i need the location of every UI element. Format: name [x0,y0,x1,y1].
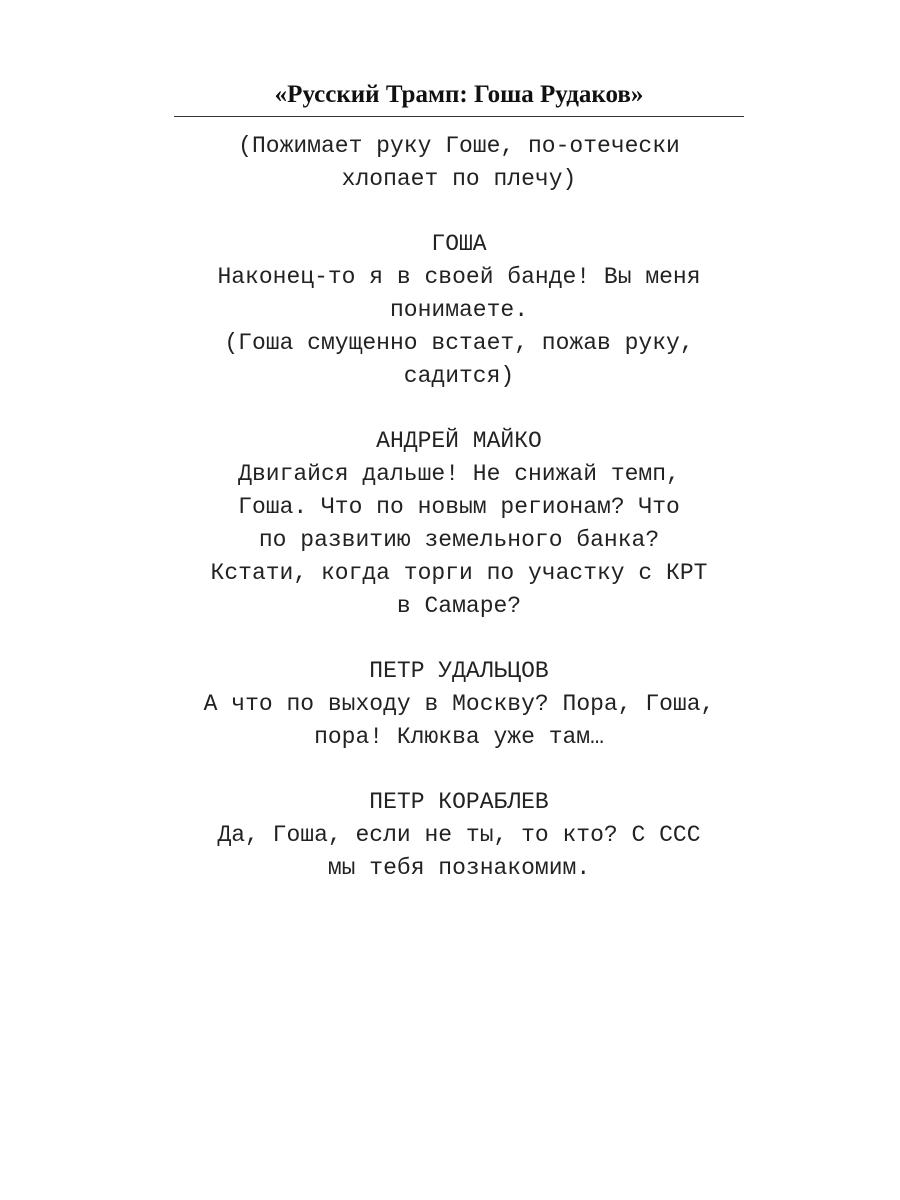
dialogue-line: Гоша. Что по новым регионам? Что [238,494,680,520]
dialogue-line: в Самаре? [396,593,522,619]
header-divider [174,116,744,117]
dialogue-block [150,228,768,393]
speaker-name: АНДРЕЙ МАЙКО [376,428,542,454]
dialogue-line: пора! Клюква уже там… [314,724,604,750]
speaker-name: ПЕТР УДАЛЬЦОВ [369,658,549,684]
speaker-name: ГОША [431,231,487,257]
stage-direction-line: садится) [403,363,515,389]
dialogue-line: Кстати, когда торги по участку с КРТ [210,560,708,586]
dialogue-line: по развитию земельного банка? [258,527,660,553]
dialogue-line: Наконец-то я в своей банде! Вы меня [217,264,701,290]
block-spacer [150,393,768,425]
block-spacer [150,623,768,655]
dialogue-line: Да, Гоша, если не ты, то кто? С ССС [217,822,701,848]
running-header-title: «Русский Трамп: Гоша Рудаков» [274,81,644,108]
block-spacer [150,754,768,786]
dialogue-block [150,655,768,754]
dialogue-line: мы тебя познакомим. [327,855,591,881]
dialogue-line: понимаете. [389,297,529,323]
dialogue-line: А что по выходу в Москву? Пора, Гоша, [203,691,715,717]
dialogue-block [150,425,768,623]
stage-direction-line: (Гоша смущенно встает, пожав руку, [224,330,694,356]
block-spacer [150,196,768,228]
direction-line: хлопает по плечу) [341,166,577,192]
dialogue-line: Двигайся дальше! Не снижай темп, [238,461,680,487]
dialogue-block [150,786,768,885]
script-body [150,130,768,885]
stage-direction [150,130,768,196]
direction-line: (Пожимает руку Гоше, по-отечески [238,133,680,159]
speaker-name: ПЕТР КОРАБЛЕВ [369,789,549,815]
